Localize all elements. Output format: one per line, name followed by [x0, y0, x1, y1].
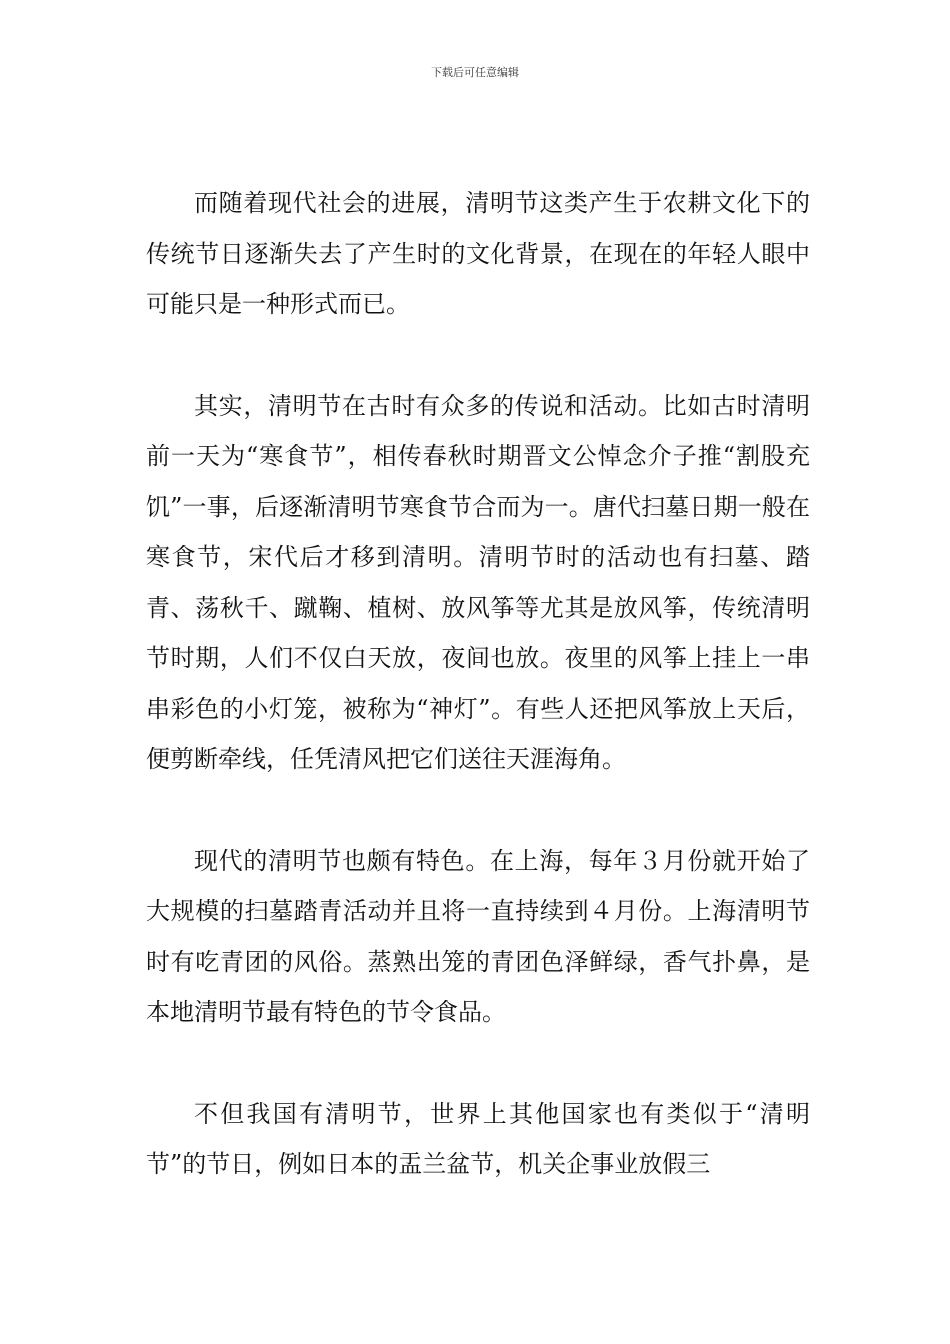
document-body [146, 178, 810, 1190]
paragraph-1: 而随着现代社会的进展，清明节这类产生于农耕文化下的传统节日逐渐失去了产生时的文化背景，在现在的年轻人眼中可能只是一种形式而已。 [146, 189, 810, 318]
paragraph-2: 其实，清明节在古时有众多的传说和活动。比如古时清明前一天为“寒食节”，相传春秋时期晋文公悼念介子推“割股充饥”一事，后逐渐清明节寒食节合而为一。唐代扫墓日期一般在寒食节，宋代后才移到清明。清明节时的活动也有扫墓、踏青、荡秋千、蹴鞠、植树、放风筝等尤其是放风筝，传统清明节时期，人们不仅白天放，夜间也放。夜里的风筝上挂上一串串彩色的小灯笼，被称为“神灯”。有些人还把风筝放上天后，便剪断牵线，任凭清风把它们送往天涯海角。 [146, 391, 810, 773]
paragraph-4: 不但我国有清明节，世界上其他国家也有类似于“清明节”的节日，例如日本的盂兰盆节，机关企事业放假三 [146, 1099, 810, 1178]
page-header: 下载后可任意编辑 [431, 66, 519, 79]
paragraph-3: 现代的清明节也颇有特色。在上海，每年３月份就开始了大规模的扫墓踏青活动并且将一直持续到４月份。上海清明节时有吃青团的风俗。蒸熟出笼的青团色泽鲜绿，香气扑鼻，是本地清明节最有特色的节令食品。 [146, 846, 810, 1026]
